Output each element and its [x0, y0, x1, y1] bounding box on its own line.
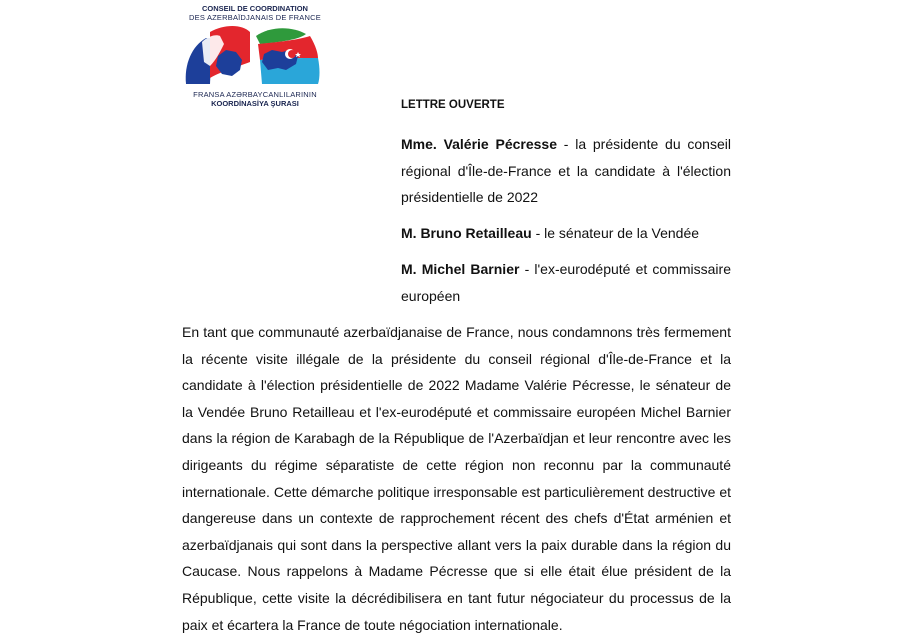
logo-title-line2: DES AZERBAÏDJANAIS DE FRANCE [189, 13, 321, 22]
addressee-2-desc: - le sénateur de la Vendée [531, 225, 700, 241]
addressee-1-name: Mme. Valérie Pécresse [401, 136, 557, 152]
letter-body-paragraph: En tant que communauté azerbaïdjanaise de France, nous condamnons très fermement la récente visite illégale de la présidente du conseil régional d'Île-de-France et la candidate à l'élection présidentielle de 2022 Madame Valérie Pécresse, le sénateur de la Vendée Bruno Retailleau et l'ex-eurodéputé et commissaire européen Michel Barnier dans la région de Karabagh de la République de l'Azerbaïdjan et leur rencontre avec les dirigeants du régime séparatiste de cette région non reconnu par la communauté internationale. Cette démarche politique irresponsable est particulièrement destructive et dangereuse dans un contexte de rapprochement récent des chefs d'État arménien et azerbaïdjanais qui sont dans la perspective allant vers la paix durable dans la région du Caucase. Nous rappelons à Madame Pécresse que si elle était élue président de la République, cette visite la décrédibilisera en tant futur négociateur du processus de la paix et écartera la France de toute négociation internationale. [182, 324, 731, 633]
letter-heading: LETTRE OUVERTE [401, 99, 505, 111]
addressee-1-desc: - la présidente du conseil régional d'Île-de-France et la candidate à l'élection présidentielle de 2022 [401, 136, 731, 205]
addressee-3-name: M. Michel Barnier [401, 261, 520, 277]
addressee-3 [401, 256, 731, 309]
addressee-2-name: M. Bruno Retailleau [401, 225, 532, 241]
logo-title-line1: CONSEIL DE COORDINATION [202, 4, 308, 13]
logo-subtitle-line2: KOORDİNASİYA ŞURASI [211, 99, 299, 108]
organization-logo [180, 4, 330, 114]
addressee-1 [401, 131, 731, 211]
addressee-3-desc: - l'ex-eurodéputé et commissaire européen [401, 261, 731, 304]
logo-emblem-icon [180, 22, 330, 90]
logo-subtitle-line1: FRANSA AZƏRBAYCANLILARININ [193, 90, 317, 99]
addressee-2 [401, 220, 731, 247]
